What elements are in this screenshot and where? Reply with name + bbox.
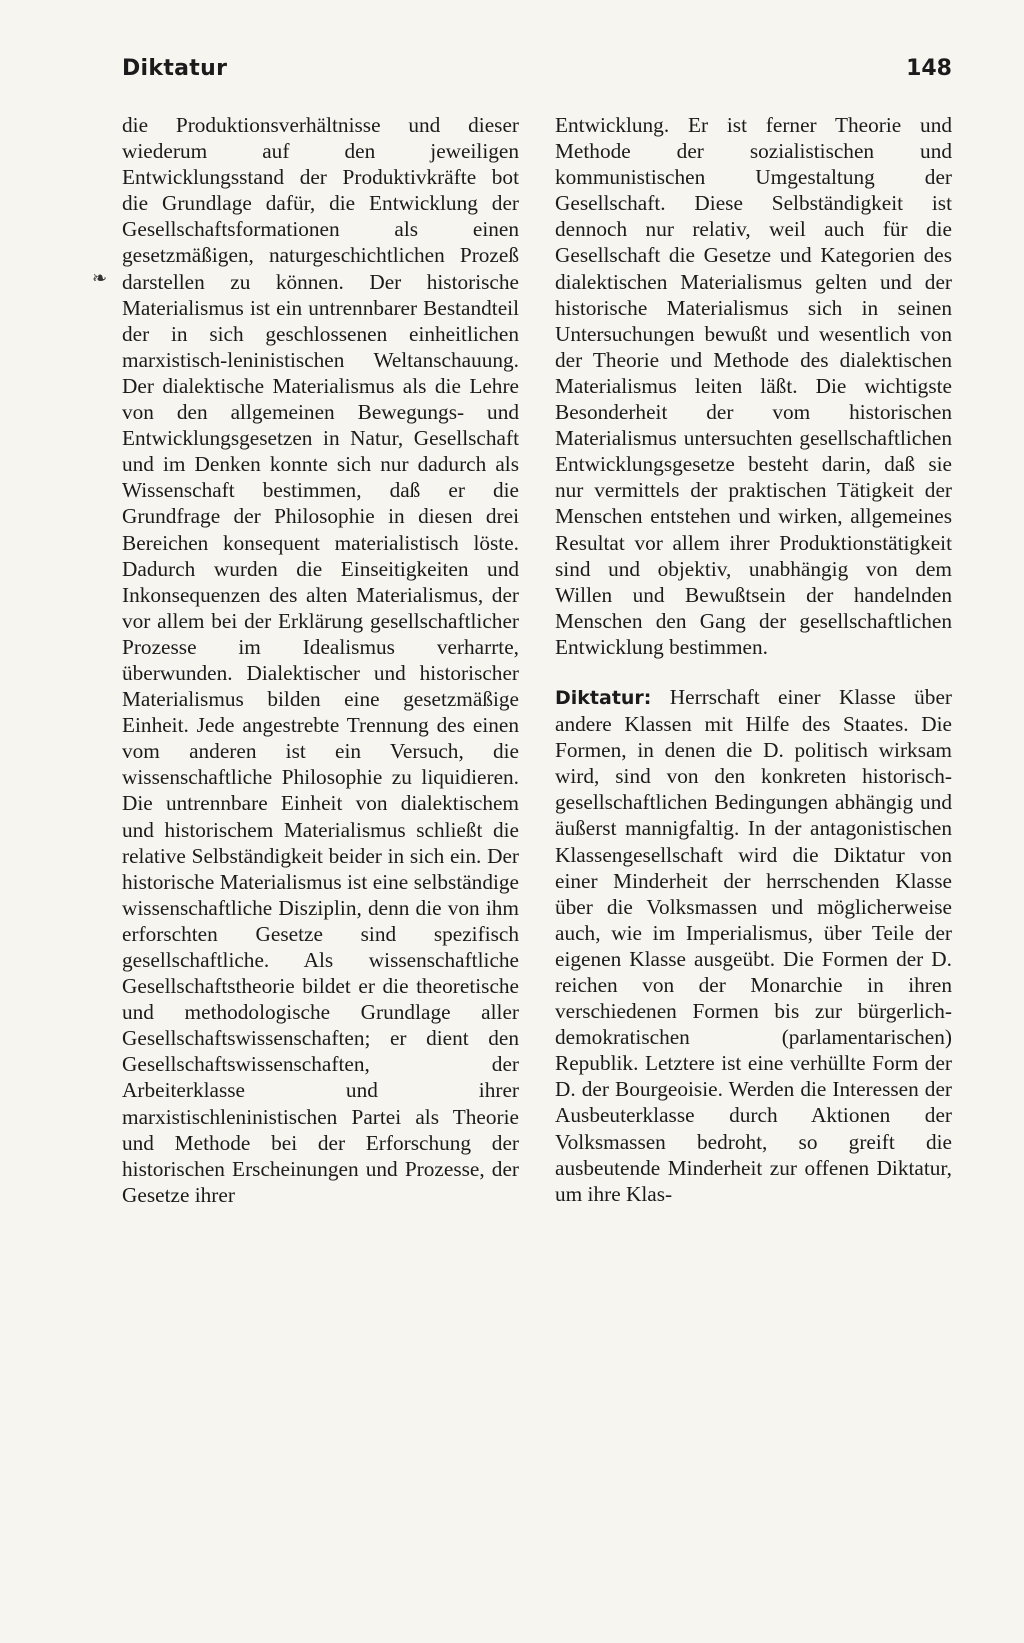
entry-headword: Diktatur: [555,686,652,709]
running-head: Diktatur [122,56,228,81]
margin-mark: ❧ [92,268,108,289]
page-number: 148 [906,56,952,81]
right-column [555,112,952,1207]
entry-definition: Herrschaft einer Klasse über andere Klassen mit Hilfe des Staates. Die Formen, in denen die D. politisch wirksam wird, sind von den konkreten historisch-gesellschaftlichen Bedingungen abhängig und äußerst mannigfaltig. In der antagonistischen Klassengesellschaft wird die Diktatur von einer Minderheit der herrschenden Klasse über die Volksmassen und möglicherweise auch, wie im Imperialismus, über Teile der eigenen Klasse ausgeübt. Die Formen der D. reichen von der Monarchie in ihren verschiedenen Formen bis zur bürgerlich-demokratischen (parlamentarischen) Republik. Letztere ist eine verhüllte Form der D. der Bourgeoisie. Werden die Interessen der Ausbeuterklasse durch Aktionen der Volksmassen bedroht, so greift die ausbeutende Minderheit zur offenen Diktatur, um ihre Klas- [555,684,952,1206]
entry-diktatur [555,684,952,1207]
left-column [122,112,519,1208]
continuation-paragraph: Entwicklung. Er ist ferner Theorie und Methode der sozialistischen und kommunistischen Umgestaltung der Gesellschaft. Diese Selbständigkeit ist dennoch nur relativ, weil auch für die Gesellschaft die Gesetze und Kategorien des dialektischen Materialismus gelten und der historische Materialismus sich in seinen Untersuchungen bewußt und wesentlich von der Theorie und Methode des dialektischen Materialismus leiten läßt. Die wichtigste Besonderheit der vom historischen Materialismus untersuchten gesellschaftlichen Entwicklungsgesetze besteht darin, daß sie nur vermittels der praktischen Tätigkeit der Menschen entstehen und wirken, allgemeines Resultat vor allem ihrer Produktionstätigkeit sind und objektiv, unabhängig von dem Willen und Bewußtsein der handelnden Menschen den Gang der gesellschaftlichen Entwicklung bestimmen. [555,113,952,659]
page-header [122,56,952,90]
left-column-text: die Produktionsverhältnisse und dieser wiederum auf den jeweiligen Entwicklungsstand der Produktivkräfte bot die Grundlage dafür, die Entwicklung der Gesellschaftsformationen als einen gesetzmäßigen, naturgeschichtlichen Prozeß darstellen zu können. Der historische Materialismus ist ein untrennbarer Bestandteil der in sich geschlossenen einheitlichen marxistisch-leninistischen Weltanschauung. Der dialektische Materialismus als die Lehre von den allgemeinen Bewegungs- und Entwicklungsgesetzen in Natur, Gesellschaft und im Denken konnte sich nur dadurch als Wissenschaft bestimmen, daß er die Grundfrage der Philosophie in diesen drei Bereichen konsequent materialistisch löste. Dadurch wurden die Einseitigkeiten und Inkonsequenzen des alten Materialismus, der vor allem bei der Erklärung gesellschaftlicher Prozesse im Idealismus verharrte, überwunden. Dialektischer und historischer Materialismus bilden eine gesetzmäßige Einheit. Jede angestrebte Trennung des einen vom anderen ist ein Versuch, die wissenschaftliche Philosophie zu liquidieren. Die untrennbare Einheit von dialektischem und historischem Materialismus schließt die relative Selbständigkeit beider in sich ein. Der historische Materialismus ist eine selbständige wissenschaftliche Disziplin, denn die von ihm erforschten Gesetze sind spezifisch gesellschaftliche. Als wissenschaftliche Gesellschaftstheorie bildet er die theoretische und methodologische Grundlage aller Gesellschaftswissenschaften; er dient den Gesellschaftswissenschaften, der Arbeiterklasse und ihrer marxistischleninistischen Partei als Theorie und Methode bei der Erforschung der historischen Erscheinungen und Prozesse, der Gesetze ihrer [122,113,519,1207]
